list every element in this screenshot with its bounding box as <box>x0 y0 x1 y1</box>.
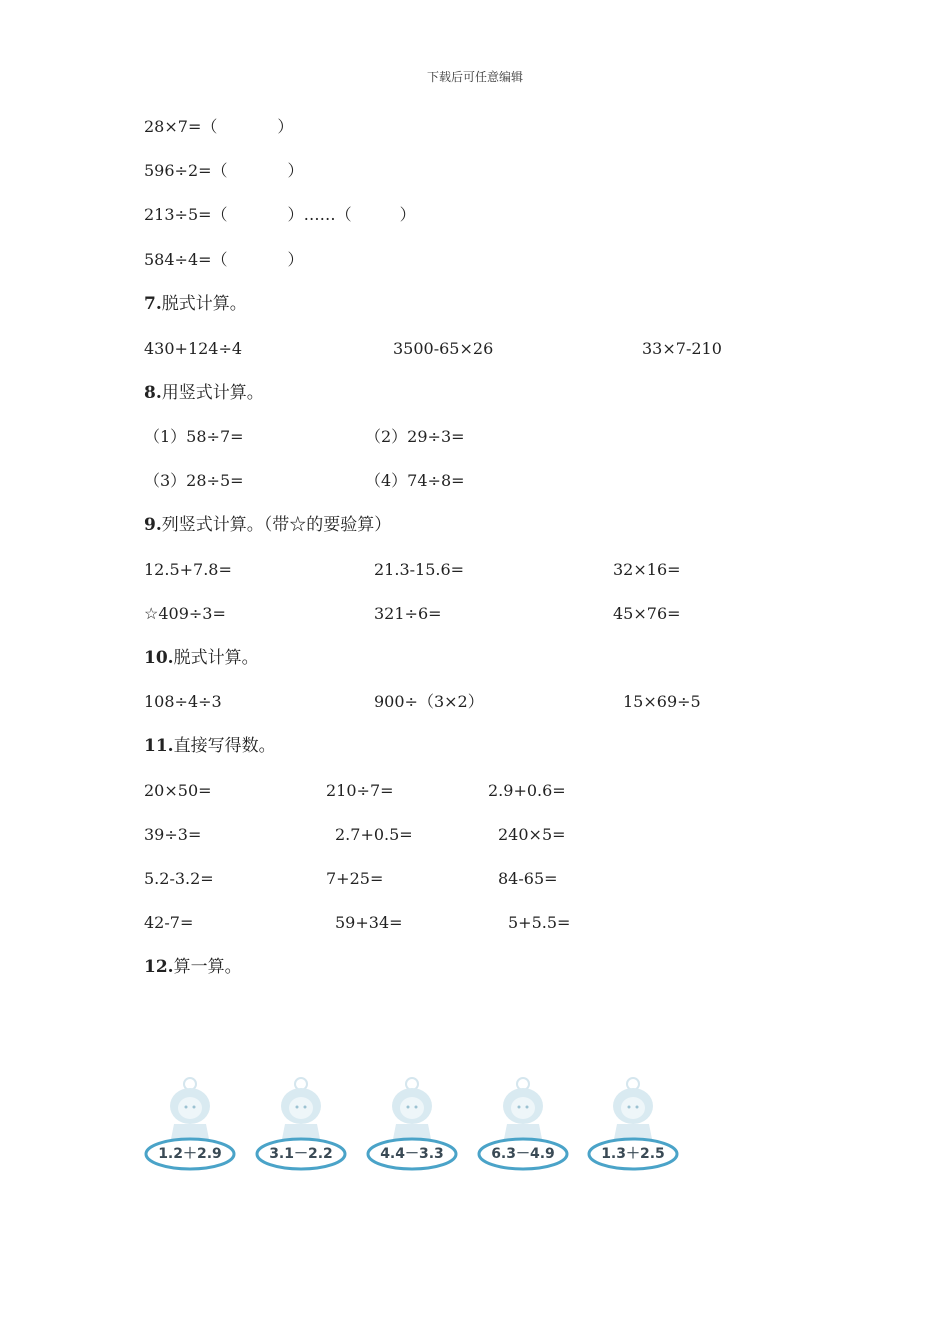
page-header: 下载后可任意编辑 <box>426 70 523 84</box>
q8-item: （1）58÷7= <box>144 427 244 446</box>
q7-item: 430+124÷4 <box>144 339 243 358</box>
calc-figure <box>255 1074 347 1178</box>
q11-item: 2.7+0.5= <box>335 825 413 844</box>
oval-expression: 1.3＋2.5 <box>601 1146 665 1162</box>
problem-line <box>144 161 304 181</box>
oval-expression: 6.3－4.9 <box>491 1146 555 1162</box>
q11-item: 5.2-3.2= <box>144 869 214 888</box>
q11-item: 39÷3= <box>144 825 202 844</box>
question-text: 脱式计算。 <box>173 648 259 668</box>
q7-item: 3500-65×26 <box>393 339 494 358</box>
q11-item: 59+34= <box>335 913 403 932</box>
question-text: 直接写得数。 <box>173 736 276 756</box>
q9-item: 32×16= <box>613 560 681 579</box>
calc-figure <box>587 1074 679 1178</box>
q10-item: 15×69÷5 <box>623 692 701 711</box>
oval-expression: 4.4－3.3 <box>380 1146 444 1162</box>
question-number: 7. <box>144 294 162 314</box>
q9-item: 21.3-15.6= <box>374 560 465 579</box>
q9-item: 45×76= <box>613 604 681 623</box>
problem-line <box>144 250 304 270</box>
expression: 596÷2=（ <box>144 161 228 180</box>
question-10-title <box>144 648 259 668</box>
question-9-title <box>144 515 391 535</box>
q9-item: 321÷6= <box>374 604 442 623</box>
calc-figure <box>477 1074 569 1178</box>
q8-item: （2）29÷3= <box>365 427 465 446</box>
problem-line <box>144 117 293 137</box>
calc-figure <box>144 1074 236 1178</box>
question-text: 列竖式计算。（带☆的要验算） <box>161 515 392 535</box>
q8-item: （4）74÷8= <box>365 471 465 490</box>
q7-item: 33×7-210 <box>642 339 722 358</box>
question-number: 12. <box>144 957 174 977</box>
question-text: 算一算。 <box>173 957 242 977</box>
question-number: 9. <box>144 515 162 535</box>
q11-item: 42-7= <box>144 913 194 932</box>
question-text: 用竖式计算。 <box>161 383 264 403</box>
oval-expression: 3.1－2.2 <box>269 1146 333 1162</box>
problem-line <box>144 205 416 225</box>
q11-item: 210÷7= <box>326 781 394 800</box>
q11-item: 240×5= <box>498 825 566 844</box>
q9-item: ☆409÷3= <box>144 604 226 623</box>
remainder-blank: ……（ ） <box>303 205 416 224</box>
q10-item: 108÷4÷3 <box>144 692 222 711</box>
q11-item: 84-65= <box>498 869 558 888</box>
q11-item: 5+5.5= <box>508 913 571 932</box>
question-12-title <box>144 957 242 977</box>
question-text: 脱式计算。 <box>161 294 247 314</box>
close-paren: ） <box>287 161 304 180</box>
question-number: 11. <box>144 736 174 756</box>
q11-item: 2.9+0.6= <box>488 781 566 800</box>
expression: 213÷5=（ <box>144 205 228 224</box>
q11-item: 7+25= <box>326 869 384 888</box>
question-number: 8. <box>144 383 162 403</box>
question-7-title <box>144 294 247 314</box>
q10-item: 900÷（3×2） <box>374 692 484 711</box>
question-11-title <box>144 736 276 756</box>
expression: 28×7=（ <box>144 117 218 136</box>
q8-item: （3）28÷5= <box>144 471 244 490</box>
oval-expression: 1.2＋2.9 <box>158 1146 222 1162</box>
close-paren: ） <box>287 250 304 269</box>
calc-figure <box>366 1074 458 1178</box>
close-paren: ） <box>287 205 304 224</box>
q11-item: 20×50= <box>144 781 212 800</box>
question-8-title <box>144 383 264 403</box>
q9-item: 12.5+7.8= <box>144 560 232 579</box>
close-paren: ） <box>277 117 294 136</box>
question-number: 10. <box>144 648 174 668</box>
expression: 584÷4=（ <box>144 250 228 269</box>
